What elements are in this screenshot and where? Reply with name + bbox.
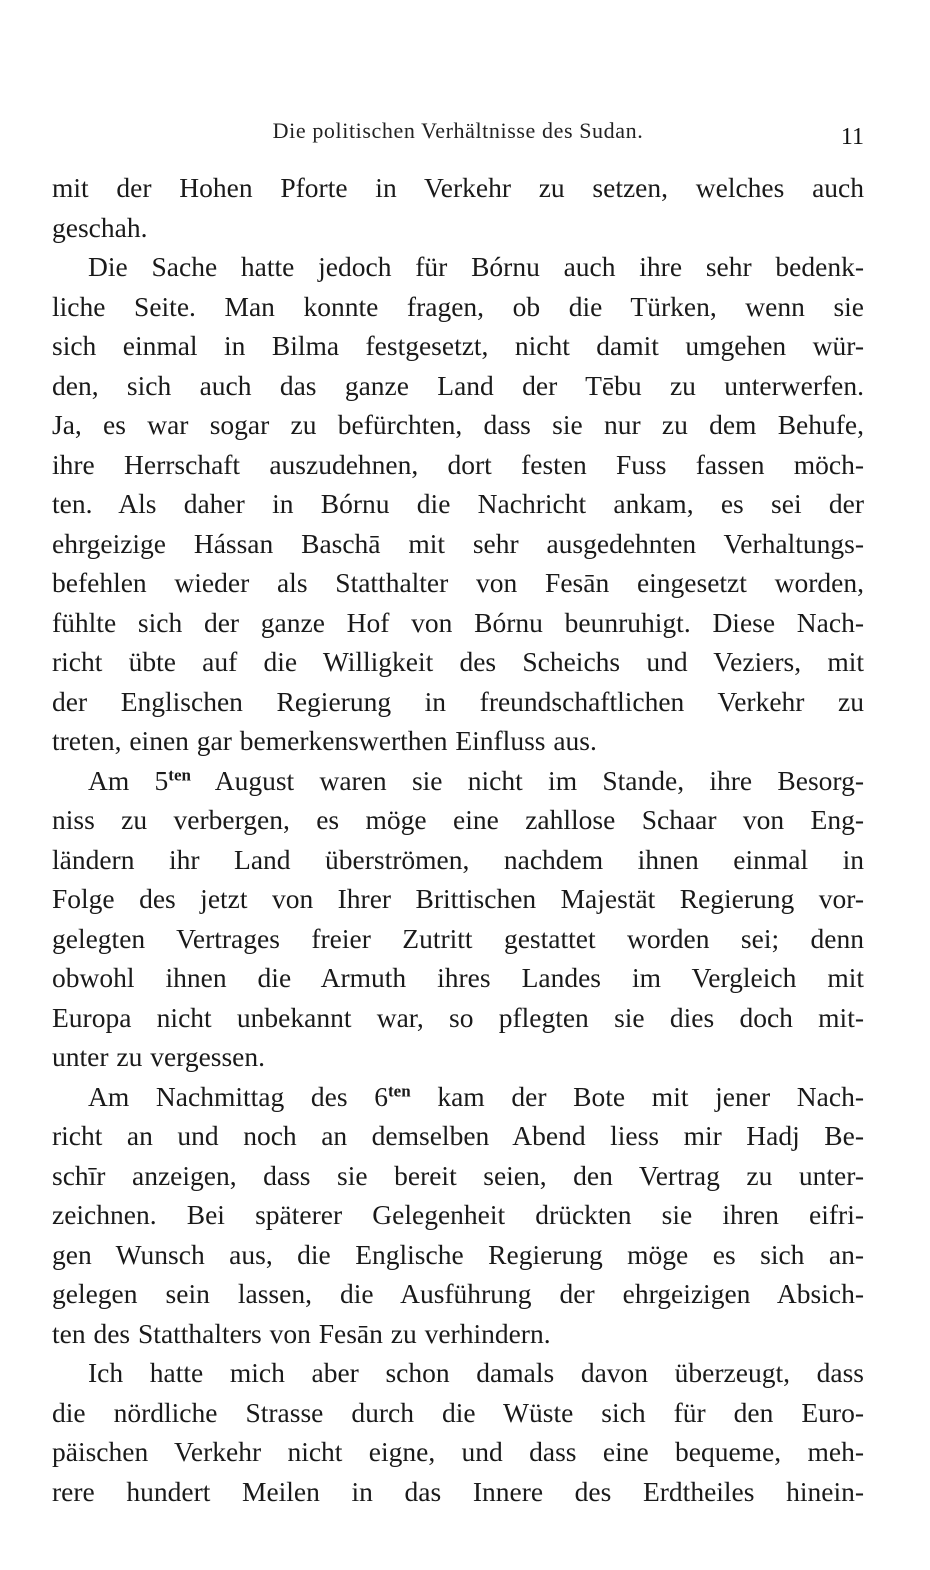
body-text — [52, 168, 864, 1511]
paragraph — [52, 1077, 864, 1354]
text-line: unter zu vergessen. — [52, 1041, 266, 1072]
ordinal-superscript: ten — [168, 765, 191, 785]
text-line: schīr anzeigen, dass sie bereit seien, den Vertrag zu unter- — [52, 1159, 864, 1191]
text-line: Folge des jetzt von Ihrer Brittischen Majestät Regierung vor- — [52, 883, 864, 914]
text-line: liche Seite. Man konnte fragen, ob die Türken, wenn sie — [52, 290, 864, 322]
text-line: gen Wunsch aus, die Englische Regierung möge es sich an- — [52, 1238, 864, 1270]
text-line: gelegten Vertrages freier Zutritt gestattet worden sei; denn — [52, 922, 864, 954]
paragraph — [52, 761, 864, 1077]
text-line: ten des Statthalters von Fesān zu verhindern. — [52, 1317, 551, 1349]
text-line: treten, einen gar bemerkenswerthen Einfluss aus. — [52, 725, 597, 756]
text-line: zeichnen. Bei späterer Gelegenheit drückten sie ihren eifri- — [52, 1199, 864, 1230]
text-line: geschah. — [52, 211, 148, 243]
text-line: der Englischen Regierung in freundschaftlichen Verkehr zu — [52, 685, 864, 717]
page-number: 11 — [840, 124, 864, 150]
text-line: ehrgeizige Hássan Baschā mit sehr ausgedehnten Verhaltungs- — [52, 527, 864, 559]
text-line: Am $5^{ten}$ August waren sie nicht im Stande, ihre Besorg- — [88, 764, 864, 796]
text-line: richt übte auf die Willigkeit des Scheichs und Veziers, mit — [52, 646, 864, 677]
text-line: fühlte sich der ganze Hof von Bórnu beunruhigt. Diese Nach- — [52, 606, 864, 638]
text-line: den, sich auch das ganze Land der Tēbu zu unterwerfen. — [52, 369, 864, 401]
text-line: Am Nachmittag des $6^{ten}$ kam der Bote mit jener Nach- — [88, 1080, 864, 1112]
text-line: sich einmal in Bilma festgesetzt, nicht damit umgehen wür- — [52, 330, 864, 361]
text-line: päischen Verkehr nicht eigne, und dass eine bequeme, meh- — [52, 1436, 864, 1467]
text-line: ländern ihr Land überströmen, nachdem ihnen einmal in — [52, 843, 864, 875]
running-head — [52, 118, 864, 158]
text-line: gelegen sein lassen, die Ausführung der ehrgeizigen Absich- — [52, 1278, 864, 1309]
text-line: ten. Als daher in Bórnu die Nachricht ankam, es sei der — [52, 488, 864, 519]
text-line: Die Sache hatte jedoch für Bórnu auch ihre sehr bedenk- — [88, 251, 864, 282]
text-line: richt an und noch an demselben Abend liess mir Hadj Be- — [52, 1120, 864, 1151]
text-line: Ja, es war sogar zu befürchten, dass sie nur zu dem Behufe, — [52, 409, 864, 440]
text-line: mit der Hohen Pforte in Verkehr zu setzen, welches auch — [52, 172, 864, 203]
text-line: obwohl ihnen die Armuth ihres Landes im Vergleich mit — [52, 962, 864, 993]
text-line: rere hundert Meilen in das Innere des Erdtheiles hinein- — [52, 1475, 864, 1507]
text-line: ihre Herrschaft auszudehnen, dort festen Fuss fassen möch- — [52, 448, 864, 480]
text-line: Ich hatte mich aber schon damals davon überzeugt, dass — [88, 1357, 864, 1388]
paragraph — [52, 1353, 864, 1511]
text-line: niss zu verbergen, es möge eine zahllose Schaar von Eng- — [52, 804, 864, 835]
paragraph — [52, 247, 864, 761]
text-line: befehlen wieder als Statthalter von Fesān eingesetzt worden, — [52, 567, 864, 598]
paragraph — [52, 168, 864, 247]
ordinal-superscript: ten — [388, 1081, 411, 1101]
text-line: Europa nicht unbekannt war, so pflegten sie dies doch mit- — [52, 1001, 864, 1033]
text-line: die nördliche Strasse durch die Wüste sich für den Euro- — [52, 1396, 864, 1428]
running-title: Die politischen Verhältnisse des Sudan. — [272, 118, 644, 143]
